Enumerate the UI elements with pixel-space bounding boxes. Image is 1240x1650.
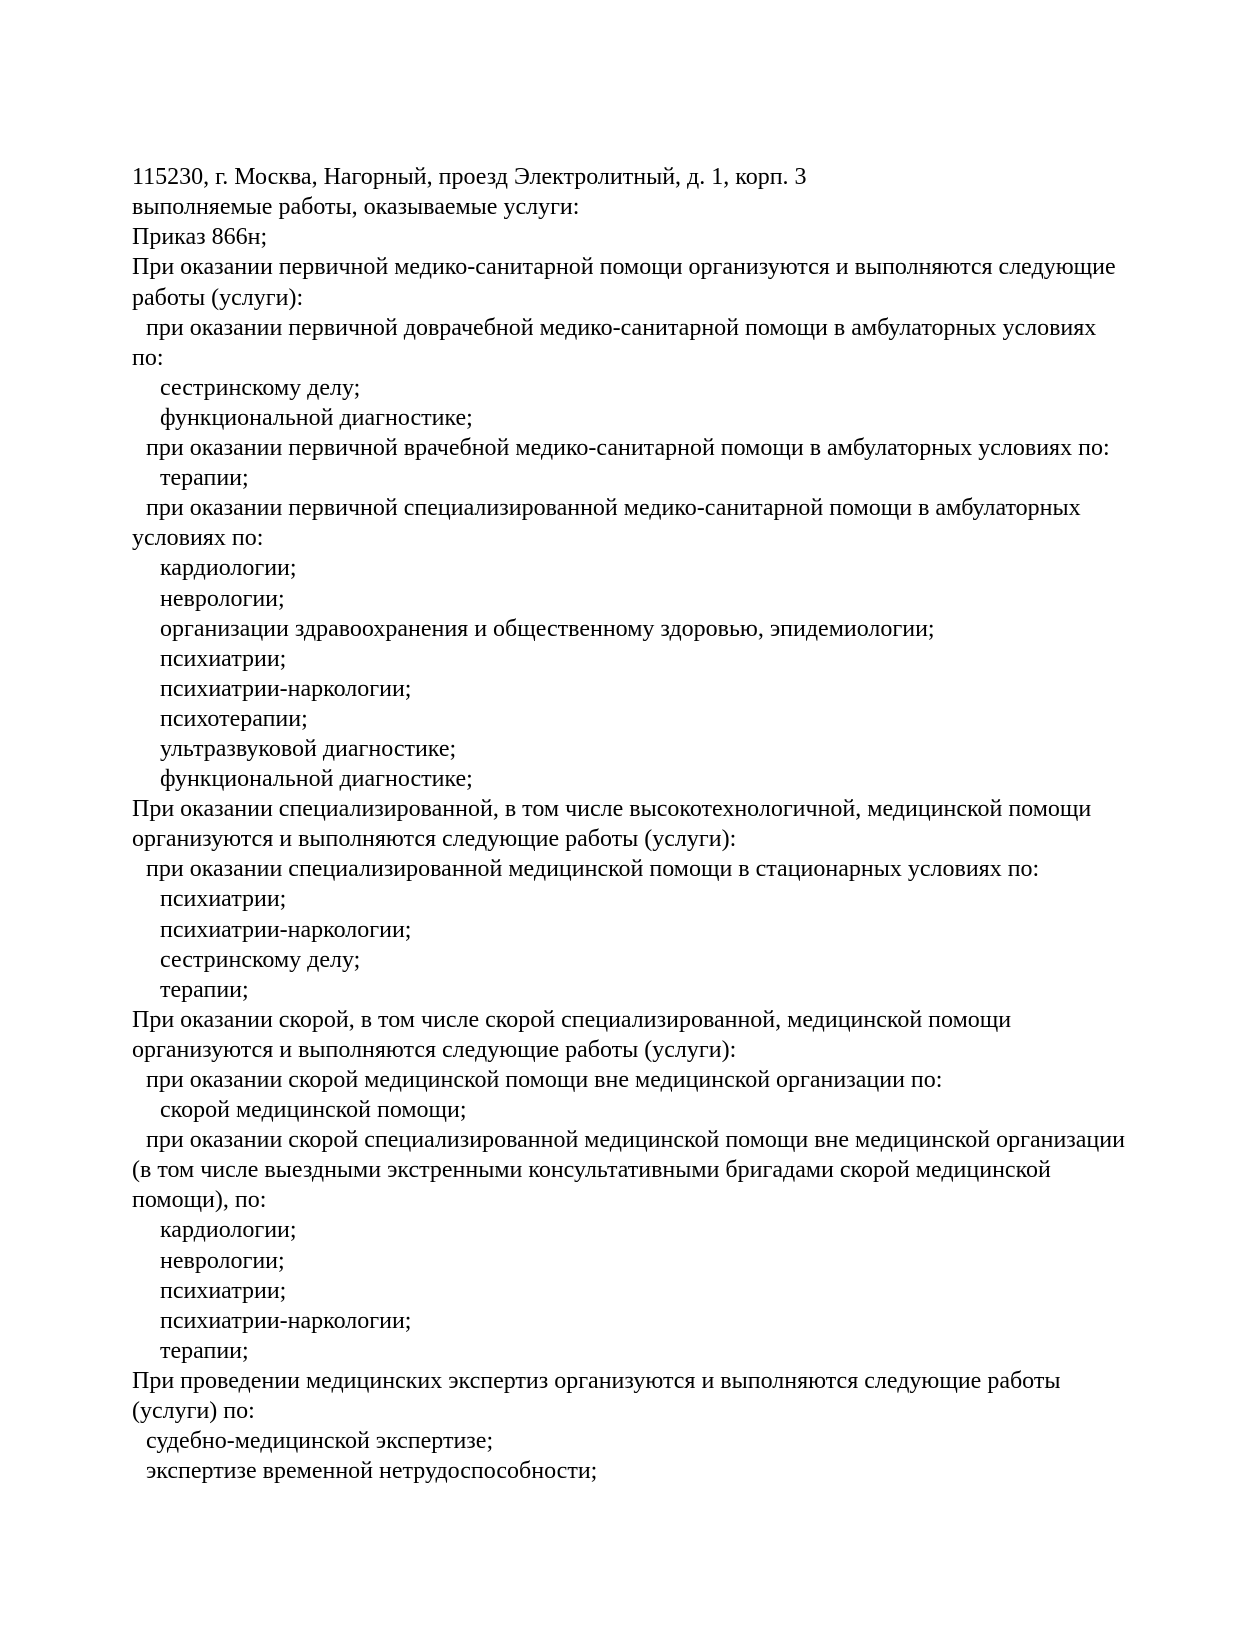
document-line: условиях по: bbox=[132, 525, 264, 552]
document-line: терапии; bbox=[160, 976, 249, 1003]
document-line: при оказании специализированной медицинской помощи в стационарных условиях по: bbox=[146, 856, 1040, 883]
document-line: сестринскому делу; bbox=[160, 374, 361, 401]
document-line: функциональной диагностике; bbox=[160, 766, 473, 793]
document-line: организуются и выполняются следующие работы (услуги): bbox=[132, 826, 737, 853]
document-line: функциональной диагностике; bbox=[160, 404, 473, 431]
document-line: организуются и выполняются следующие работы (услуги): bbox=[132, 1036, 737, 1063]
document-line: терапии; bbox=[160, 465, 249, 492]
document-page bbox=[132, 102, 1192, 1486]
document-line: При оказании скорой, в том числе скорой специализированной, медицинской помощи bbox=[132, 1006, 1012, 1033]
document-line: организации здравоохранения и общественному здоровью, эпидемиологии; bbox=[160, 615, 935, 642]
document-line: судебно-медицинской экспертизе; bbox=[146, 1428, 494, 1455]
document-line: скорой медицинской помощи; bbox=[160, 1097, 467, 1124]
document-line: психиатрии; bbox=[160, 1277, 287, 1304]
document-line: ультразвуковой диагностике; bbox=[160, 735, 457, 762]
document-line: кардиологии; bbox=[160, 1217, 297, 1244]
document-line: психиатрии; bbox=[160, 886, 287, 913]
document-line: (услуги) по: bbox=[132, 1398, 255, 1425]
document-line: При оказании первичной медико-санитарной помощи организуются и выполняются следующие bbox=[132, 254, 1116, 281]
document-line: психиатрии; bbox=[160, 645, 287, 672]
document-line: сестринскому делу; bbox=[160, 946, 361, 973]
document-line: При проведении медицинских экспертиз организуются и выполняются следующие работы bbox=[132, 1367, 1061, 1394]
document-line: психиатрии-наркологии; bbox=[160, 1307, 412, 1334]
document-line: 115230, г. Москва, Нагорный, проезд Электролитный, д. 1, корп. 3 bbox=[132, 164, 807, 191]
document-line: при оказании первичной специализированной медико-санитарной помощи в амбулаторных bbox=[146, 495, 1081, 522]
document-line: выполняемые работы, оказываемые услуги: bbox=[132, 194, 580, 221]
document-line: по: bbox=[132, 344, 164, 371]
document-line: при оказании скорой медицинской помощи вне медицинской организации по: bbox=[146, 1067, 943, 1093]
document-line: неврологии; bbox=[160, 1247, 285, 1274]
document-line: (в том числе выездными экстренными консультативными бригадами скорой медицинской bbox=[132, 1157, 1051, 1184]
document-line: работы (услуги): bbox=[132, 284, 304, 311]
document-line: Приказ 866н; bbox=[132, 224, 268, 251]
document-line: кардиологии; bbox=[160, 555, 297, 582]
document-line: экспертизе временной нетрудоспособности; bbox=[146, 1458, 598, 1485]
document-line: помощи), по: bbox=[132, 1187, 267, 1214]
document-line: неврологии; bbox=[160, 585, 285, 612]
document-line: терапии; bbox=[160, 1337, 249, 1364]
document-line: при оказании скорой специализированной медицинской помощи вне медицинской организации bbox=[146, 1127, 1125, 1154]
document-line: При оказании специализированной, в том числе высокотехнологичной, медицинской помощи bbox=[132, 796, 1092, 823]
document-line: психиатрии-наркологии; bbox=[160, 675, 412, 702]
document-line: при оказании первичной доврачебной медико-санитарной помощи в амбулаторных условиях bbox=[146, 314, 1097, 341]
document-line: психотерапии; bbox=[160, 705, 308, 732]
document-line: при оказании первичной врачебной медико-санитарной помощи в амбулаторных условиях по: bbox=[146, 435, 1110, 462]
document-line: психиатрии-наркологии; bbox=[160, 916, 412, 943]
